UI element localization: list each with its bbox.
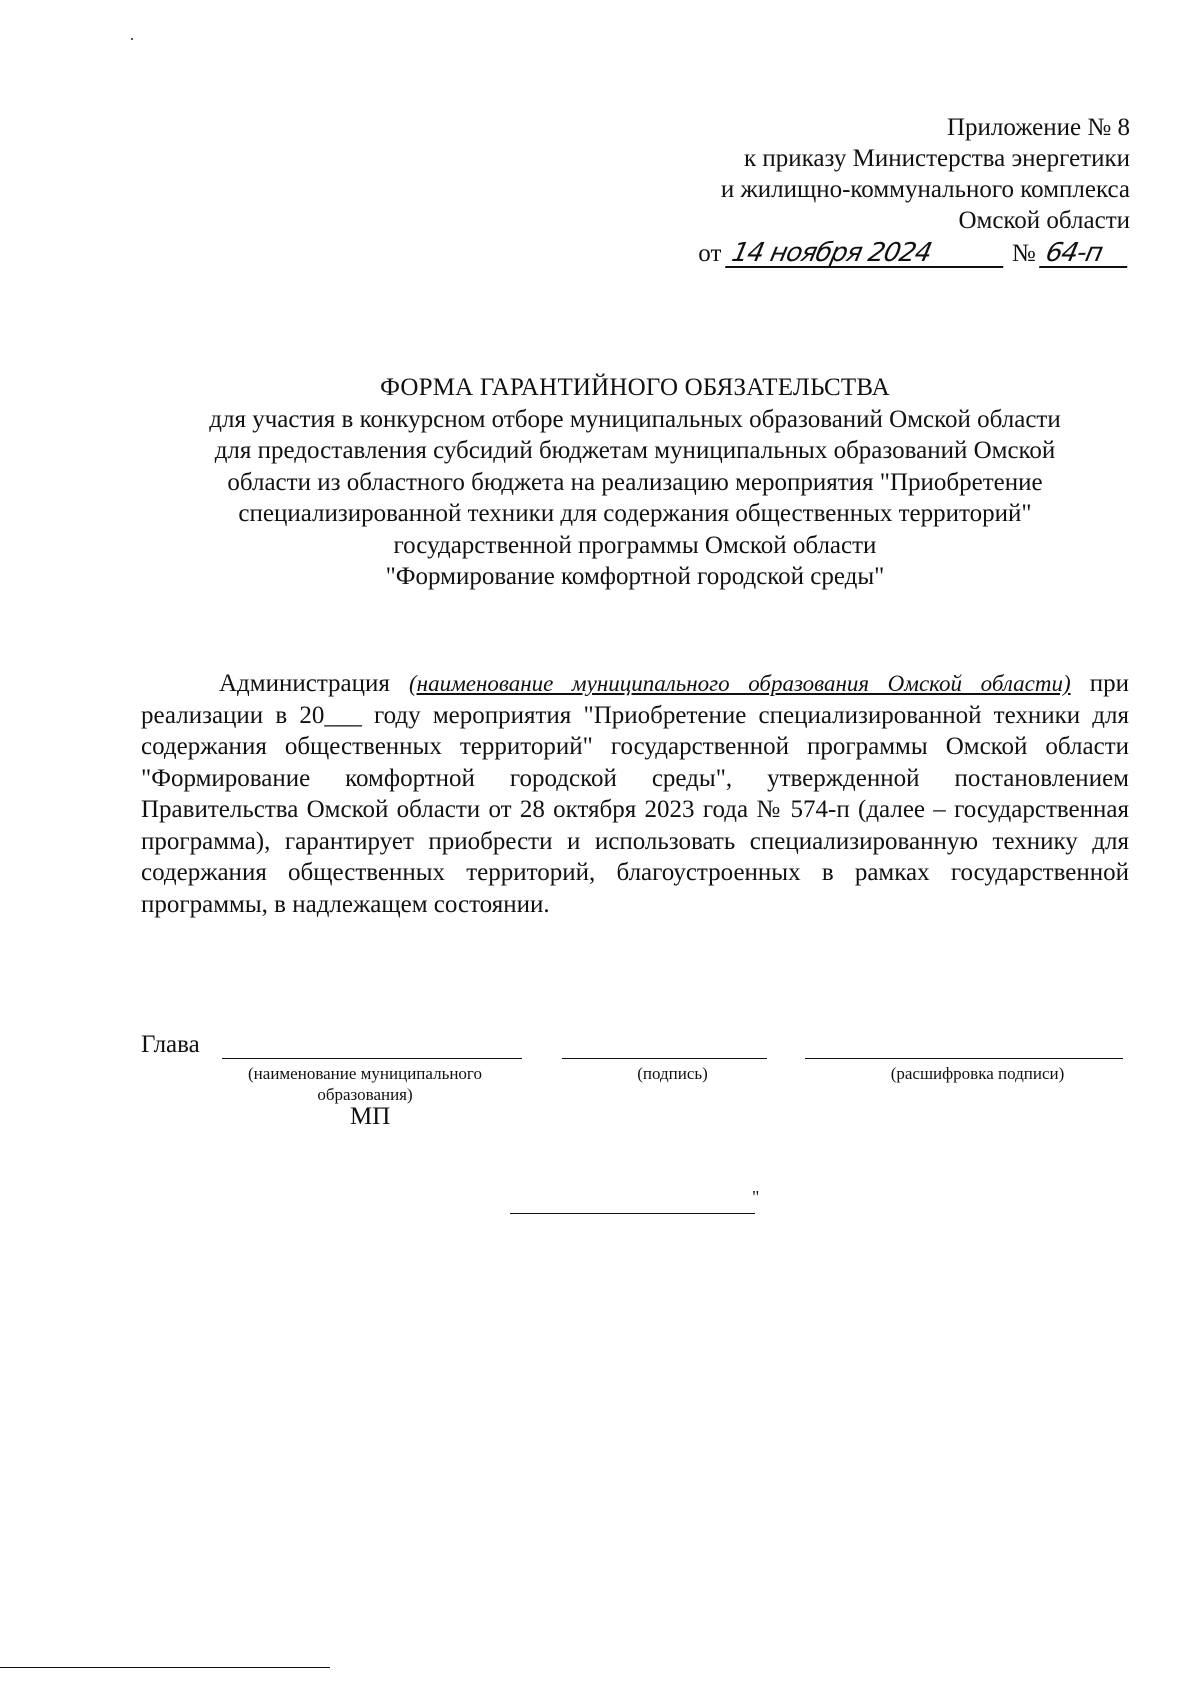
appendix-number: Приложение № 8 <box>946 114 1130 141</box>
form-subtitle-line-3: области из областного бюджета на реализацию мероприятия "Приобретение <box>227 468 1043 496</box>
form-subtitle-line-6: "Формирование комфортной городской среды" <box>385 563 885 590</box>
municipality-name-caption <box>205 1063 525 1105</box>
form-subtitle-line-1: для участия в конкурсном отборе муниципальных образований Омской области <box>209 405 1061 433</box>
order-reference: к приказу Министерства энергетики <box>744 145 1130 172</box>
handwritten-date: 14 ноября 2024 <box>725 240 1009 268</box>
guarantee-paragraph <box>141 668 1129 920</box>
from-prefix: от <box>698 240 722 267</box>
head-label: Глава <box>141 1031 200 1058</box>
form-subtitle-line-2: для предоставления субсидий бюджетам муниципальных образований Омской <box>214 437 1056 464</box>
stamp-place-label: МП <box>350 1103 391 1130</box>
form-subtitle-line-4: специализированной техники для содержания общественных территорий" <box>238 500 1032 527</box>
signature-caption: (подпись) <box>637 1064 708 1083</box>
form-title-block <box>140 372 1130 593</box>
caption-name-line-1: (наименование муниципального <box>248 1064 482 1083</box>
signature-line <box>562 1058 767 1059</box>
order-date-number <box>530 238 1130 269</box>
form-title: ФОРМА ГАРАНТИЙНОГО ОБЯЗАТЕЛЬСТВА <box>380 374 890 401</box>
date-quote-mark: " <box>752 1187 760 1207</box>
region-name: Омской области <box>958 207 1130 234</box>
number-sign: № <box>1011 240 1036 267</box>
municipality-placeholder: (наименование муниципального образования Омской области) <box>409 671 1071 696</box>
form-subtitle-line-5: государственной программы Омской области <box>393 531 877 559</box>
signature-decode-line <box>805 1058 1123 1059</box>
scan-speck <box>131 38 133 40</box>
date-line <box>510 1213 755 1214</box>
decode-caption: (расшифровка подписи) <box>890 1064 1065 1083</box>
municipality-name-line <box>222 1058 522 1059</box>
appendix-header <box>530 112 1130 269</box>
ministry-name: и жилищно-коммунального комплекса <box>720 176 1130 203</box>
caption-name-line-2: образования) <box>317 1085 413 1104</box>
paragraph-start: Администрация <box>219 670 410 697</box>
paragraph-rest: при реализации в 20___ году мероприятия "Приобретение специализированной техники для содержания общественных территорий" государственной программы Омской области "Формирование комфортной городской среды", утвержденной постановлением Правительства Омской области от 28 октября 2023 года № 574-п (далее – государственная программа), гарантирует приобрести и использовать специализированную технику для содержания общественных территорий, благоустроенных в рамках государственной программы, в надлежащем состоянии. <box>141 670 1129 918</box>
handwritten-number: 64-п <box>1039 240 1133 268</box>
footer-rule <box>0 1667 330 1668</box>
